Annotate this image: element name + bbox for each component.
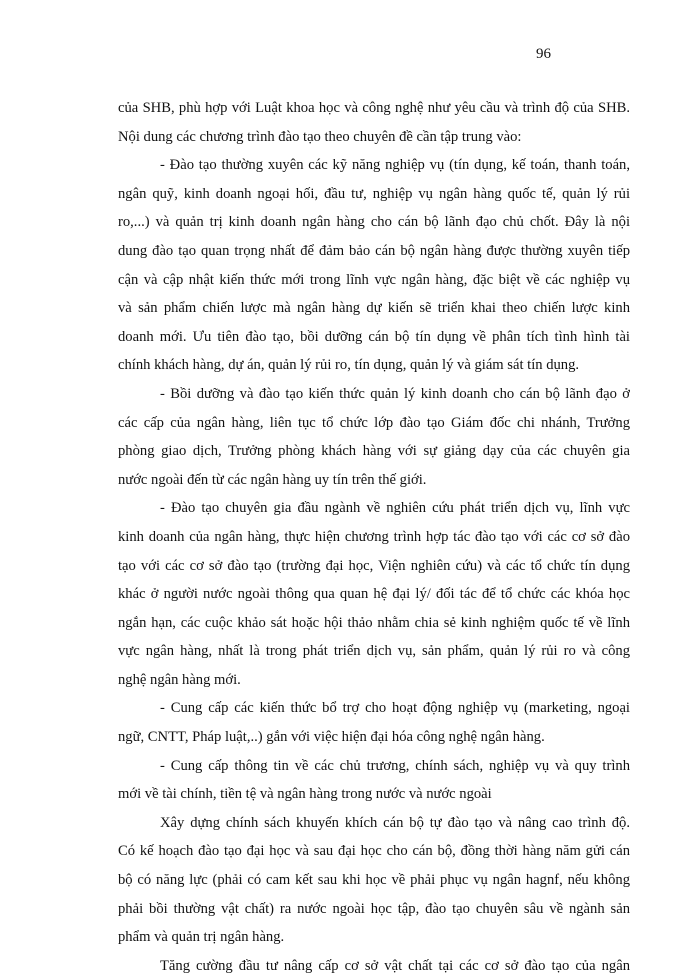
paragraph-self-training-policy <box>118 809 630 952</box>
page-number: 96 <box>536 46 551 62</box>
text-line: phẩm và quản trị ngân hàng. <box>118 929 285 946</box>
text-line: - Đào tạo chuyên gia đầu ngành về nghiên cứu phát triển dịch vụ, lĩnh vực <box>160 500 630 517</box>
text-line: ngân quỹ, kinh doanh ngoại hối, đầu tư, nghiệp vụ ngân hàng quốc tế, quản lý rủi <box>118 185 630 202</box>
text-line: Nội dung các chương trình đào tạo theo chuyên đề cần tập trung vào: <box>118 128 522 145</box>
paragraph-intro <box>118 94 630 151</box>
paragraph-bullet-information <box>118 752 630 809</box>
text-line: Có kế hoạch đào tạo đại học và sau đại học cho cán bộ, đồng thời hàng năm gửi cán <box>118 843 630 860</box>
text-line: Xây dựng chính sách khuyến khích cán bộ tự đào tạo và nâng cao trình độ. <box>160 814 630 831</box>
text-line: ro,...) và quản trị kinh doanh ngân hàng cho cán bộ lãnh đạo chủ chốt. Đây là nội <box>118 214 630 231</box>
text-line: cận và cập nhật kiến thức mới trong lĩnh vực ngân hàng, đặc biệt về các nghiệp vụ <box>118 271 630 288</box>
text-line: - Bồi dưỡng và đào tạo kiến thức quản lý kinh doanh cho cán bộ lãnh đạo ở <box>160 385 630 402</box>
text-line: phải bồi thường vật chất) ra nước ngoài học tập, đào tạo chuyên sâu về ngành sản <box>118 900 630 917</box>
text-line: kinh doanh của ngân hàng, thực hiện chương trình hợp tác đào tạo với các cơ sở đào <box>118 528 630 545</box>
text-line: vực ngân hàng, nhất là trong phát triển dịch vụ, sản phẩm, quản lý rủi ro và công <box>118 643 630 660</box>
paragraph-bullet-training <box>118 151 630 380</box>
paragraph-infrastructure-investment <box>118 952 630 980</box>
text-line: - Đào tạo thường xuyên các kỹ năng nghiệp vụ (tín dụng, kế toán, thanh toán, <box>160 157 630 174</box>
text-line: doanh mới. Ưu tiên đào tạo, bồi dưỡng cán bộ tín dụng về phân tích tình hình tài <box>118 328 630 345</box>
text-line: chính khách hàng, dự án, quản lý rủi ro, tín dụng, quản lý và giám sát tín dụng. <box>118 357 580 374</box>
text-line: phòng giao dịch, Trưởng phòng khách hàng với sự giảng dạy của các chuyên gia <box>118 443 630 460</box>
text-line: dung đào tạo quan trọng nhất để đảm bảo cán bộ ngân hàng được thường xuyên tiếp <box>118 242 630 259</box>
text-line: ngữ, CNTT, Pháp luật,..) gắn với việc hiện đại hóa công nghệ ngân hàng. <box>118 729 545 746</box>
text-line: các cấp của ngân hàng, liên tục tổ chức lớp đào tạo Giám đốc chi nhánh, Trưởng <box>118 414 630 431</box>
text-line: của SHB, phù hợp với Luật khoa học và công nghệ như yêu cầu và trình độ của SHB. <box>118 100 630 116</box>
paragraph-bullet-experts <box>118 494 630 694</box>
text-line: - Cung cấp các kiến thức bổ trợ cho hoạt động nghiệp vụ (marketing, ngoại <box>160 700 630 717</box>
text-line: bộ có năng lực (phải có cam kết sau khi học về phải phục vụ ngân hagnf, nếu không <box>118 872 630 889</box>
text-line: tạo với các cơ sở đào tạo (trường đại học, Viện nghiên cứu) và các tổ chức tín dụng <box>118 557 630 574</box>
text-line: ngắn hạn, các cuộc khảo sát hoặc hội thảo nhằm chia sẻ kinh nghiệm quốc tế về lĩnh <box>118 614 630 631</box>
paragraph-bullet-supplementary <box>118 694 630 751</box>
text-line: - Cung cấp thông tin về các chủ trương, chính sách, nghiệp vụ và quy trình <box>160 757 630 774</box>
text-line: nước ngoài đến từ các ngân hàng uy tín trên thế giới. <box>118 471 427 488</box>
text-line: Tăng cường đầu tư nâng cấp cơ sở vật chất tại các cơ sở đào tạo của ngân <box>160 957 630 974</box>
text-line: nghệ ngân hàng mới. <box>118 671 241 688</box>
text-line: mới về tài chính, tiền tệ và ngân hàng trong nước và nước ngoài <box>118 786 492 803</box>
paragraph-bullet-management <box>118 380 630 494</box>
document-body <box>118 94 630 980</box>
text-line: khác ở người nước ngoài thông qua quan hệ đại lý/ đối tác để tổ chức các khóa học <box>118 586 630 603</box>
text-line: và sản phẩm chiến lược mà ngân hàng dự kiến sẽ triển khai theo chiến lược kinh <box>118 300 630 317</box>
